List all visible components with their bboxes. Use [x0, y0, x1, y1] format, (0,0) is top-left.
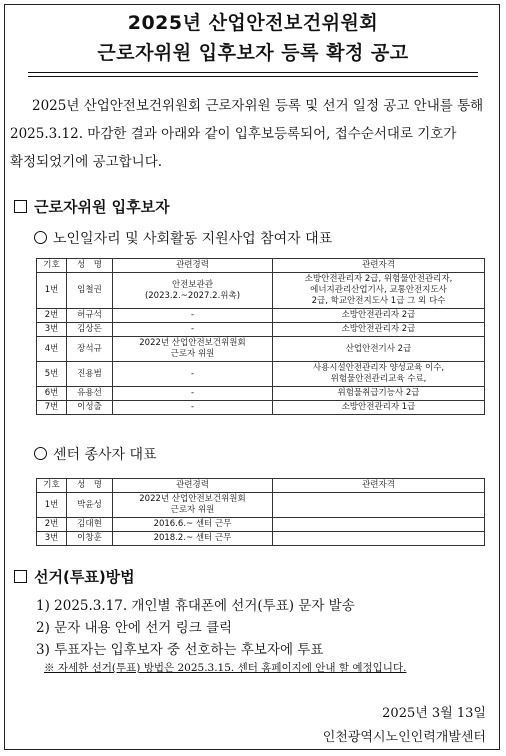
section-heading-text: 선거(투표)방법	[34, 568, 135, 586]
cell-qualification: 위험물취급기능사 2급	[273, 387, 485, 401]
title-line-2: 근로자위원 입후보자 등록 확정 공고	[97, 42, 409, 64]
col-header-qualification: 관련자격	[273, 259, 485, 273]
cell-career: 2018.2.~ 센터 근무	[113, 532, 273, 546]
cell-career: -	[113, 362, 273, 387]
square-bullet-icon	[14, 570, 27, 583]
cell-number: 1번	[37, 273, 67, 309]
cell-number: 2번	[37, 309, 67, 323]
table-row	[37, 387, 485, 401]
cell-name: 김대현	[67, 518, 113, 532]
table-row	[37, 532, 485, 546]
col-header-qualification: 관련자격	[273, 479, 485, 493]
senior-candidates-table	[36, 258, 485, 415]
cell-name: 장석규	[67, 337, 113, 362]
table-row	[37, 493, 485, 518]
cell-name: 진용범	[67, 362, 113, 387]
cell-number: 5번	[37, 362, 67, 387]
cell-qualification: 사용시설안전관리자 양성교육 이수, 위험물안전관리교육 수료,	[273, 362, 485, 387]
cell-career: -	[113, 387, 273, 401]
cell-name: 이창훈	[67, 532, 113, 546]
organization-name: 인천광역시노인인력개발센터	[322, 730, 486, 745]
cell-career: -	[113, 323, 273, 337]
intro-paragraph: 2025년 산업안전보건위원회 근로자위원 등록 및 선거 일정 공고 안내를 통해 2025.3.12. 마감한 결과 아래와 같이 입후보등록되어, 접수순서대로 기호가 확정되었기에 공고합니다.	[10, 98, 484, 170]
group-senior-heading	[34, 228, 332, 248]
square-bullet-icon	[14, 200, 27, 213]
col-header-number: 기호	[37, 259, 67, 273]
group-staff-heading	[34, 444, 157, 464]
table-row	[37, 518, 485, 532]
cell-number: 1번	[37, 493, 67, 518]
cell-career: -	[113, 309, 273, 323]
table-header-row	[37, 479, 485, 493]
voting-step-1: 1) 2025.3.17. 개인별 휴대폰에 선거(투표) 문자 발송	[36, 598, 355, 614]
cell-name: 이성출	[67, 401, 113, 415]
table-row	[37, 401, 485, 415]
notice-date: 2025년 3월 13일	[382, 706, 486, 721]
col-header-career: 관련경력	[113, 479, 273, 493]
section-heading-text: 근로자위원 입후보자	[34, 198, 170, 216]
cell-qualification: 산업안전기사 2급	[273, 337, 485, 362]
cell-career: 2016.6.~ 센터 근무	[113, 518, 273, 532]
cell-qualification: 소방안전관리자 2급	[273, 323, 485, 337]
cell-name: 김상돈	[67, 323, 113, 337]
col-header-career: 관련경력	[113, 259, 273, 273]
col-header-name: 성 명	[67, 259, 113, 273]
table-row	[37, 273, 485, 309]
cell-career: -	[113, 401, 273, 415]
cell-name: 임철권	[67, 273, 113, 309]
notice-title	[0, 8, 506, 68]
cell-number: 2번	[37, 518, 67, 532]
table-row	[37, 337, 485, 362]
cell-name: 박윤성	[67, 493, 113, 518]
cell-number: 3번	[37, 532, 67, 546]
cell-qualification: 소방안전관리자 2급, 위험물안전관리자, 에너지관리산업기사, 교통안전지도사 2급, 학교안전지도사 1급 그 외 다수	[273, 273, 485, 309]
title-underline	[28, 72, 478, 73]
cell-name: 유용선	[67, 387, 113, 401]
cell-qualification	[273, 493, 485, 518]
title-line-1: 2025년 산업안전보건위원회	[127, 12, 379, 34]
circle-bullet-icon	[34, 231, 47, 244]
cell-qualification: 소방안전관리자 2급	[273, 309, 485, 323]
cell-qualification: 소방안전관리자 1급	[273, 401, 485, 415]
cell-number: 6번	[37, 387, 67, 401]
cell-number: 3번	[37, 323, 67, 337]
group-heading-text: 센터 종사자 대표	[53, 447, 157, 463]
title-underline-2	[28, 76, 478, 77]
cell-career: 안전보관관 (2023.2.~2027.2.위촉)	[113, 273, 273, 309]
table-header-row	[37, 259, 485, 273]
cell-name: 허규석	[67, 309, 113, 323]
cell-number: 7번	[37, 401, 67, 415]
staff-candidates-table	[36, 478, 485, 546]
table-row	[37, 362, 485, 387]
cell-career: 2022년 산업안전보건위원회 근로자 위원	[113, 493, 273, 518]
voting-step-3: 3) 투표자는 입후보자 중 선호하는 후보자에 투표	[36, 642, 324, 658]
voting-step-2: 2) 문자 내용 안에 선거 링크 클릭	[36, 620, 233, 636]
cell-qualification	[273, 532, 485, 546]
cell-number: 4번	[37, 337, 67, 362]
cell-qualification	[273, 518, 485, 532]
section-candidates-heading	[14, 196, 170, 217]
col-header-name: 성 명	[67, 479, 113, 493]
table-row	[37, 323, 485, 337]
cell-career: 2022년 산업안전보건위원회 근로자 위원	[113, 337, 273, 362]
voting-note: ※ 자세한 선거(투표) 방법은 2025.3.15. 센터 홈페이지에 안내 할 예정입니다.	[44, 662, 407, 674]
group-heading-text: 노인일자리 및 사회활동 지원사업 참여자 대표	[53, 231, 333, 247]
table-row	[37, 309, 485, 323]
section-voting-heading	[14, 566, 135, 587]
circle-bullet-icon	[34, 447, 47, 460]
col-header-number: 기호	[37, 479, 67, 493]
